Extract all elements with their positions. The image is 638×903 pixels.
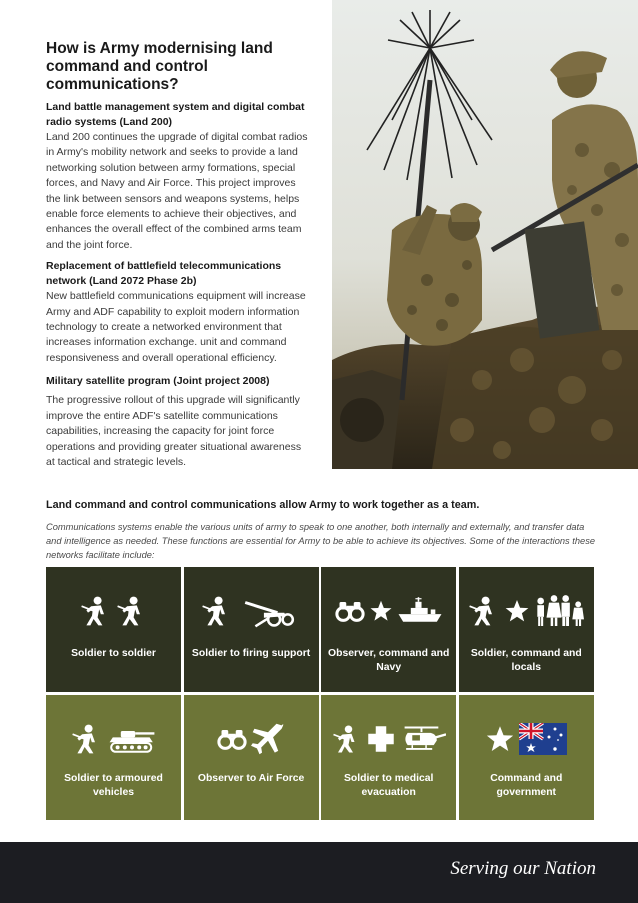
tile-observer-to-air-force	[184, 695, 319, 820]
tile-label: Soldier to medical evacuation	[343, 773, 434, 798]
binoculars-icon	[217, 724, 247, 754]
artillery-gun-icon	[237, 594, 301, 628]
australian-flag-icon	[519, 723, 567, 755]
medical-cross-icon	[366, 724, 396, 754]
star-icon	[504, 598, 530, 624]
tile-label: Soldier to firing support	[191, 648, 311, 659]
binoculars-icon	[335, 596, 365, 626]
tile-label: Observer to Air Force	[197, 773, 305, 784]
helicopter-icon	[400, 723, 446, 755]
section-body-jp-2008: The progressive rollout of this upgrade will significantly improve the entire ADF's satellite communications capabilities, increasing the capacity for joint force operations and providing greater situational awareness at tactical and strategic levels.	[46, 394, 302, 468]
soldier-icon	[201, 595, 233, 627]
tile-command-and-government	[459, 695, 594, 820]
tile-soldier-to-soldier	[46, 567, 181, 692]
tile-soldier-command-locals	[459, 567, 594, 692]
aircraft-icon	[251, 722, 285, 756]
soldier-icon	[332, 724, 362, 754]
soldiers-antenna-photo	[332, 0, 638, 469]
soldier-icon	[80, 595, 112, 627]
left-column	[46, 40, 308, 476]
soldier-icon	[71, 723, 103, 755]
tile-soldier-to-armoured-vehicles	[46, 695, 181, 820]
teamwork-heading: Land command and control communications allow Army to work together as a team.	[46, 499, 480, 511]
intro-text: Communications systems enable the various units of army to speak to one another, both internally and externally, and transfer data and intelligence as needed. These functions are essential for Army to be able to achieve its objectives. Some of the interactions these networks facilitate include:	[46, 522, 596, 560]
section-heading-land-2072: Replacement of battlefield telecommunications network (Land 2072 Phase 2b)	[46, 260, 282, 288]
tile-observer-command-navy	[321, 567, 456, 692]
interaction-tiles	[46, 567, 592, 820]
section-heading-jp-2008: Military satellite program (Joint project 2008)	[46, 375, 270, 388]
tank-icon	[107, 723, 157, 755]
page-title: How is Army modernising land command and control communications?	[46, 40, 273, 93]
navy-ship-icon	[397, 595, 443, 627]
tile-soldier-to-medical-evacuation	[321, 695, 456, 820]
soldier-icon	[116, 595, 148, 627]
family-icon	[534, 594, 584, 628]
star-icon	[485, 724, 515, 754]
section-body-land-2072: New battlefield communications equipment will increase Army and ADF capability to exploit modern information technology to create a networked environment that increases information exchange. unit and command responsiveness and overall operational efficiency.	[46, 290, 306, 364]
tile-label: Soldier, command and locals	[470, 648, 582, 673]
star-icon	[369, 599, 393, 623]
section-body-land-200: Land 200 continues the upgrade of digital combat radios in Army's mobility network and seeks to provide a land networking solution between army formations, special forces, and Navy and Air Force. This project improves the link between sensors and weapons systems, helps enable force elements to achieve their objectives, and enhances the overall effect of the combined arms team and the joint force.	[46, 131, 308, 251]
soldier-icon	[468, 595, 500, 627]
tile-label: Command and government	[490, 773, 563, 798]
tile-label: Soldier to soldier	[71, 648, 156, 659]
tile-soldier-to-firing-support	[184, 567, 319, 692]
tile-label: Observer, command and Navy	[328, 648, 450, 673]
section-heading-land-200: Land battle management system and digital combat radio systems (Land 200)	[46, 101, 305, 128]
footer-slogan: Serving our Nation	[450, 858, 596, 879]
tile-label: Soldier to armoured vehicles	[64, 773, 163, 798]
footer-bar	[0, 842, 638, 903]
